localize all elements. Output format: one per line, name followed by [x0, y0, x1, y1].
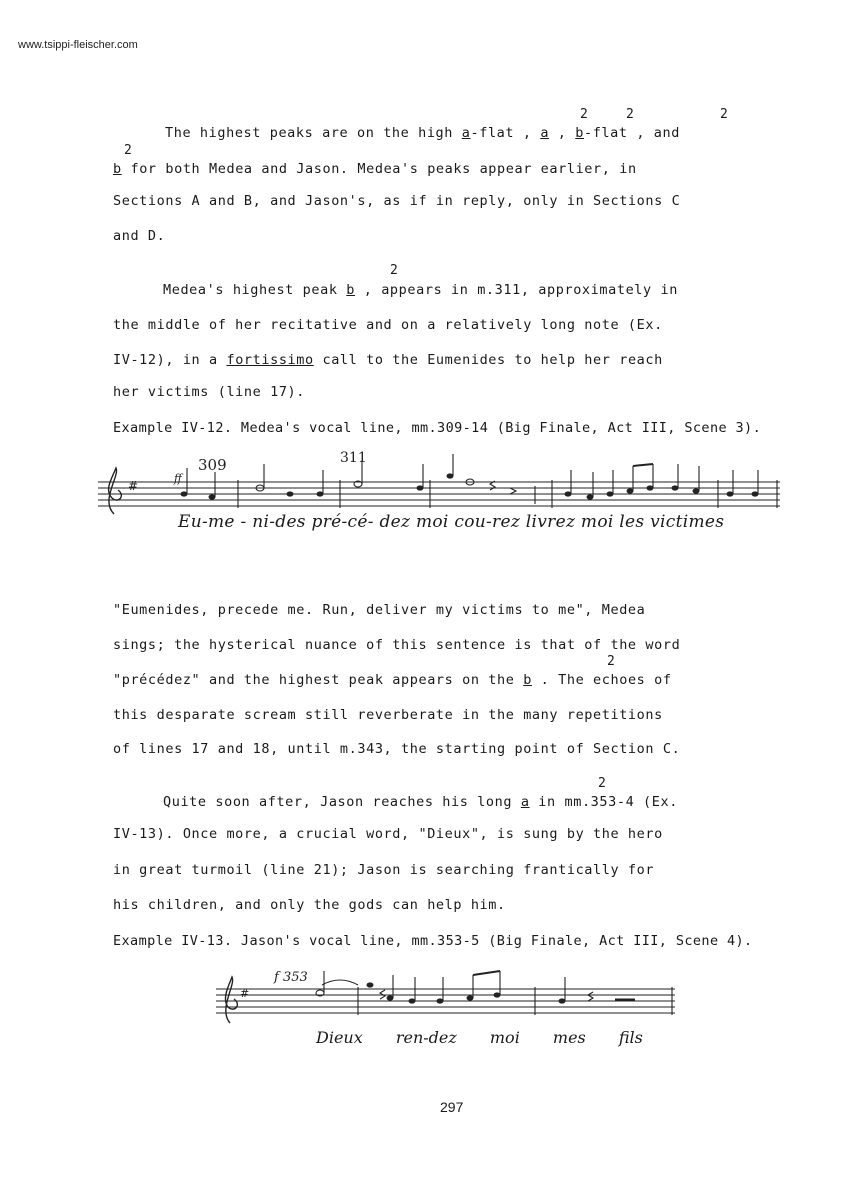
para2-line1: Medea's highest peak b , appears in m.311, approximately in	[163, 282, 678, 298]
para3-line4: this desparate scream still reverberate in the many repetitions	[113, 707, 663, 723]
para4-line4: his children, and only the gods can help him.	[113, 897, 506, 913]
para2-line2: the middle of her recitative and on a relatively long note (Ex.	[113, 317, 663, 333]
example-caption: Example IV-13. Jason's vocal line, mm.353-5 (Big Finale, Act III, Scene 4).	[113, 933, 753, 949]
para1-line1: The highest peaks are on the high a-flat , a , b-flat , and	[165, 125, 680, 141]
para1-line2: b for both Medea and Jason. Medea's peaks appear earlier, in	[113, 161, 637, 177]
para3-line3: "précédez" and the highest peak appears on the b . The echoes of	[113, 672, 672, 688]
para2-line4: her victims (line 17).	[113, 384, 306, 400]
para1-line4: and D.	[113, 228, 166, 244]
music-example-iv-12	[90, 450, 790, 550]
superscript-2: 2	[390, 263, 399, 278]
site-url[interactable]: www.tsippi-fleischer.com	[18, 39, 138, 51]
para4-line3: in great turmoil (line 21); Jason is searching frantically for	[113, 862, 655, 878]
example-lyrics: Eu-me - ni-des pré-cé- dez moi cou-rez livrez moi les victimes	[178, 512, 725, 532]
para3-line1: "Eumenides, precede me. Run, deliver my victims to me", Medea	[113, 602, 646, 618]
para4-line1: Quite soon after, Jason reaches his long a in mm.353-4 (Ex.	[163, 794, 678, 810]
superscript-2: 2	[124, 143, 133, 158]
svg-text:#: #	[128, 479, 139, 493]
para3-line5: of lines 17 and 18, until m.343, the starting point of Section C.	[113, 741, 681, 757]
para2-line3: IV-12), in a fortissimo call to the Eumenides to help her reach	[113, 352, 663, 368]
example-lyrics: Dieux ren-dez moi mes fils	[316, 1028, 643, 1047]
svg-text:#: #	[240, 987, 250, 1000]
superscript-2: 2	[598, 776, 607, 791]
para4-line2: IV-13). Once more, a crucial word, "Dieux", is sung by the hero	[113, 826, 663, 842]
rehearsal-mark: 309	[198, 456, 227, 474]
rehearsal-mark: f 353	[274, 970, 308, 985]
superscript-2: 2	[580, 107, 589, 122]
measure-mark: 311	[340, 450, 367, 466]
para3-line2: sings; the hysterical nuance of this sentence is that of the word	[113, 637, 681, 653]
superscript-2: 2	[720, 107, 729, 122]
example-caption: Example IV-12. Medea's vocal line, mm.309-14 (Big Finale, Act III, Scene 3).	[113, 420, 762, 436]
superscript-2: 2	[607, 654, 616, 669]
dynamic-mark: ff	[174, 472, 182, 485]
para1-line3: Sections A and B, and Jason's, as if in reply, only in Sections C	[113, 193, 681, 209]
page-number: 297	[440, 1099, 464, 1115]
superscript-2: 2	[626, 107, 635, 122]
